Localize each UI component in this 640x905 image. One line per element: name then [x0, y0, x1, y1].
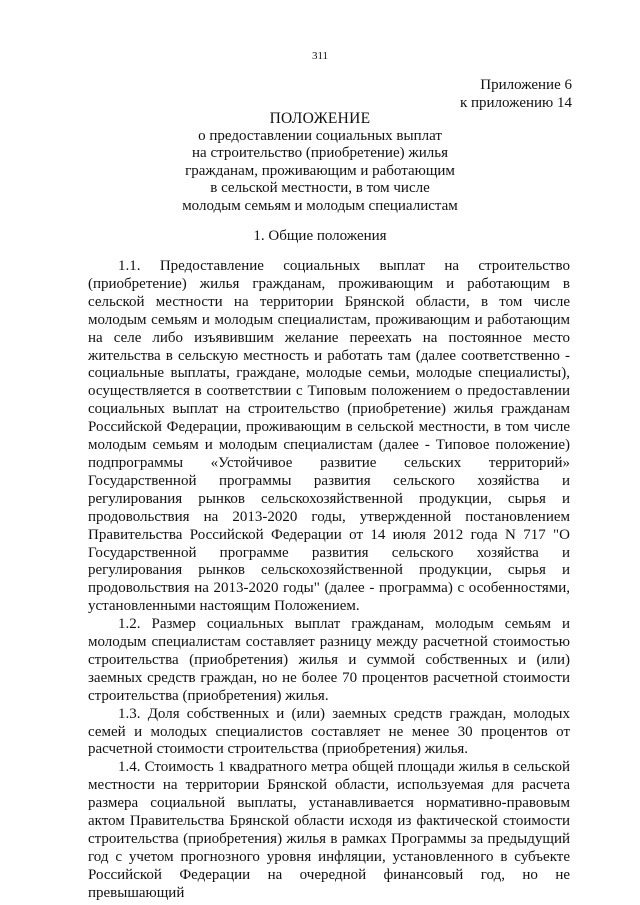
title-line: о предоставлении социальных выплат [198, 127, 442, 144]
appendix-line-1: Приложение 6 [480, 77, 572, 93]
appendix-reference [460, 76, 572, 112]
page-number: 311 [311, 50, 329, 62]
title-main: ПОЛОЖЕНИЕ [269, 110, 371, 127]
document-title [0, 110, 640, 215]
paragraph-1-3: 1.3. Доля собственных и (или) заемных средств граждан, молодых семей и молодых специалистов составляет не менее 30 процентов от расчетной стоимости строительства (приобретения) жилья. [88, 705, 570, 758]
document-body [88, 258, 570, 903]
title-line: гражданам, проживающим и работающим [185, 162, 455, 179]
title-line: молодым семьям и молодым специалистам [182, 197, 458, 214]
paragraph-1-2: 1.2. Размер социальных выплат гражданам, молодым семьям и молодым специалистам составляет разницу между расчетной стоимостью строительства (приобретения) жилья и суммой собственных и (или) заемных средств граждан, но не более 70 процентов расчетной стоимости строительства (приобретения) жилья. [88, 616, 570, 704]
title-line: в сельской местности, в том числе [210, 180, 430, 196]
paragraph-1-1: 1.1. Предоставление социальных выплат на строительство (приобретение) жилья гражданам, проживающим и работающим в сельской местности на территории Брянской области, в том числе молодым семьям и молодым специалистам, проживающим и работающим на селе либо изъявившим желание переехать на постоянное место жительства в сельскую местность и работать там (далее соответственно - социальные выплаты, граждане, молодые семьи, молодые специалисты), осуществляется в соответствии с Типовым положением о предоставлении социальных выплат на строительство (приобретение) жилья гражданам Российской Федерации, проживающим в сельской местности, в том числе молодым семьям и молодым специалистам (далее - Типовое положение) подпрограммы «Устойчивое развитие сельских территорий» Государственной программы развития сельского хозяйства и регулирования рынков сельскохозяйственной продукции, сырья и продовольствия на 2013-2020 годы, утвержденной постановлением Правительства Российской Федерации от 14 июля 2012 года N 717 "О Государственной программе развития сельского хозяйства и регулирования рынков сельскохозяйственной продукции, сырья и продовольствия на 2013-2020 годы" (далее - программа) с особенностями, установленными настоящим Положением. [88, 258, 570, 615]
title-line: на строительство (приобретение) жилья [192, 145, 448, 161]
appendix-line-2: к приложению 14 [459, 95, 572, 111]
paragraph-1-4: 1.4. Стоимость 1 квадратного метра общей площади жилья в сельской местности на территории Брянской области, используемая для расчета размера социальной выплаты, устанавливается нормативно-правовым актом Правительства Брянской области исходя из фактической стоимости строительства (приобретения) жилья в рамках Программы за предыдущий год с учетом прогнозного уровня инфляции, установленного в субъекте Российской Федерации на очередной финансовый год, но не превышающий [88, 759, 570, 901]
section-heading: 1. Общие положения [253, 228, 387, 244]
